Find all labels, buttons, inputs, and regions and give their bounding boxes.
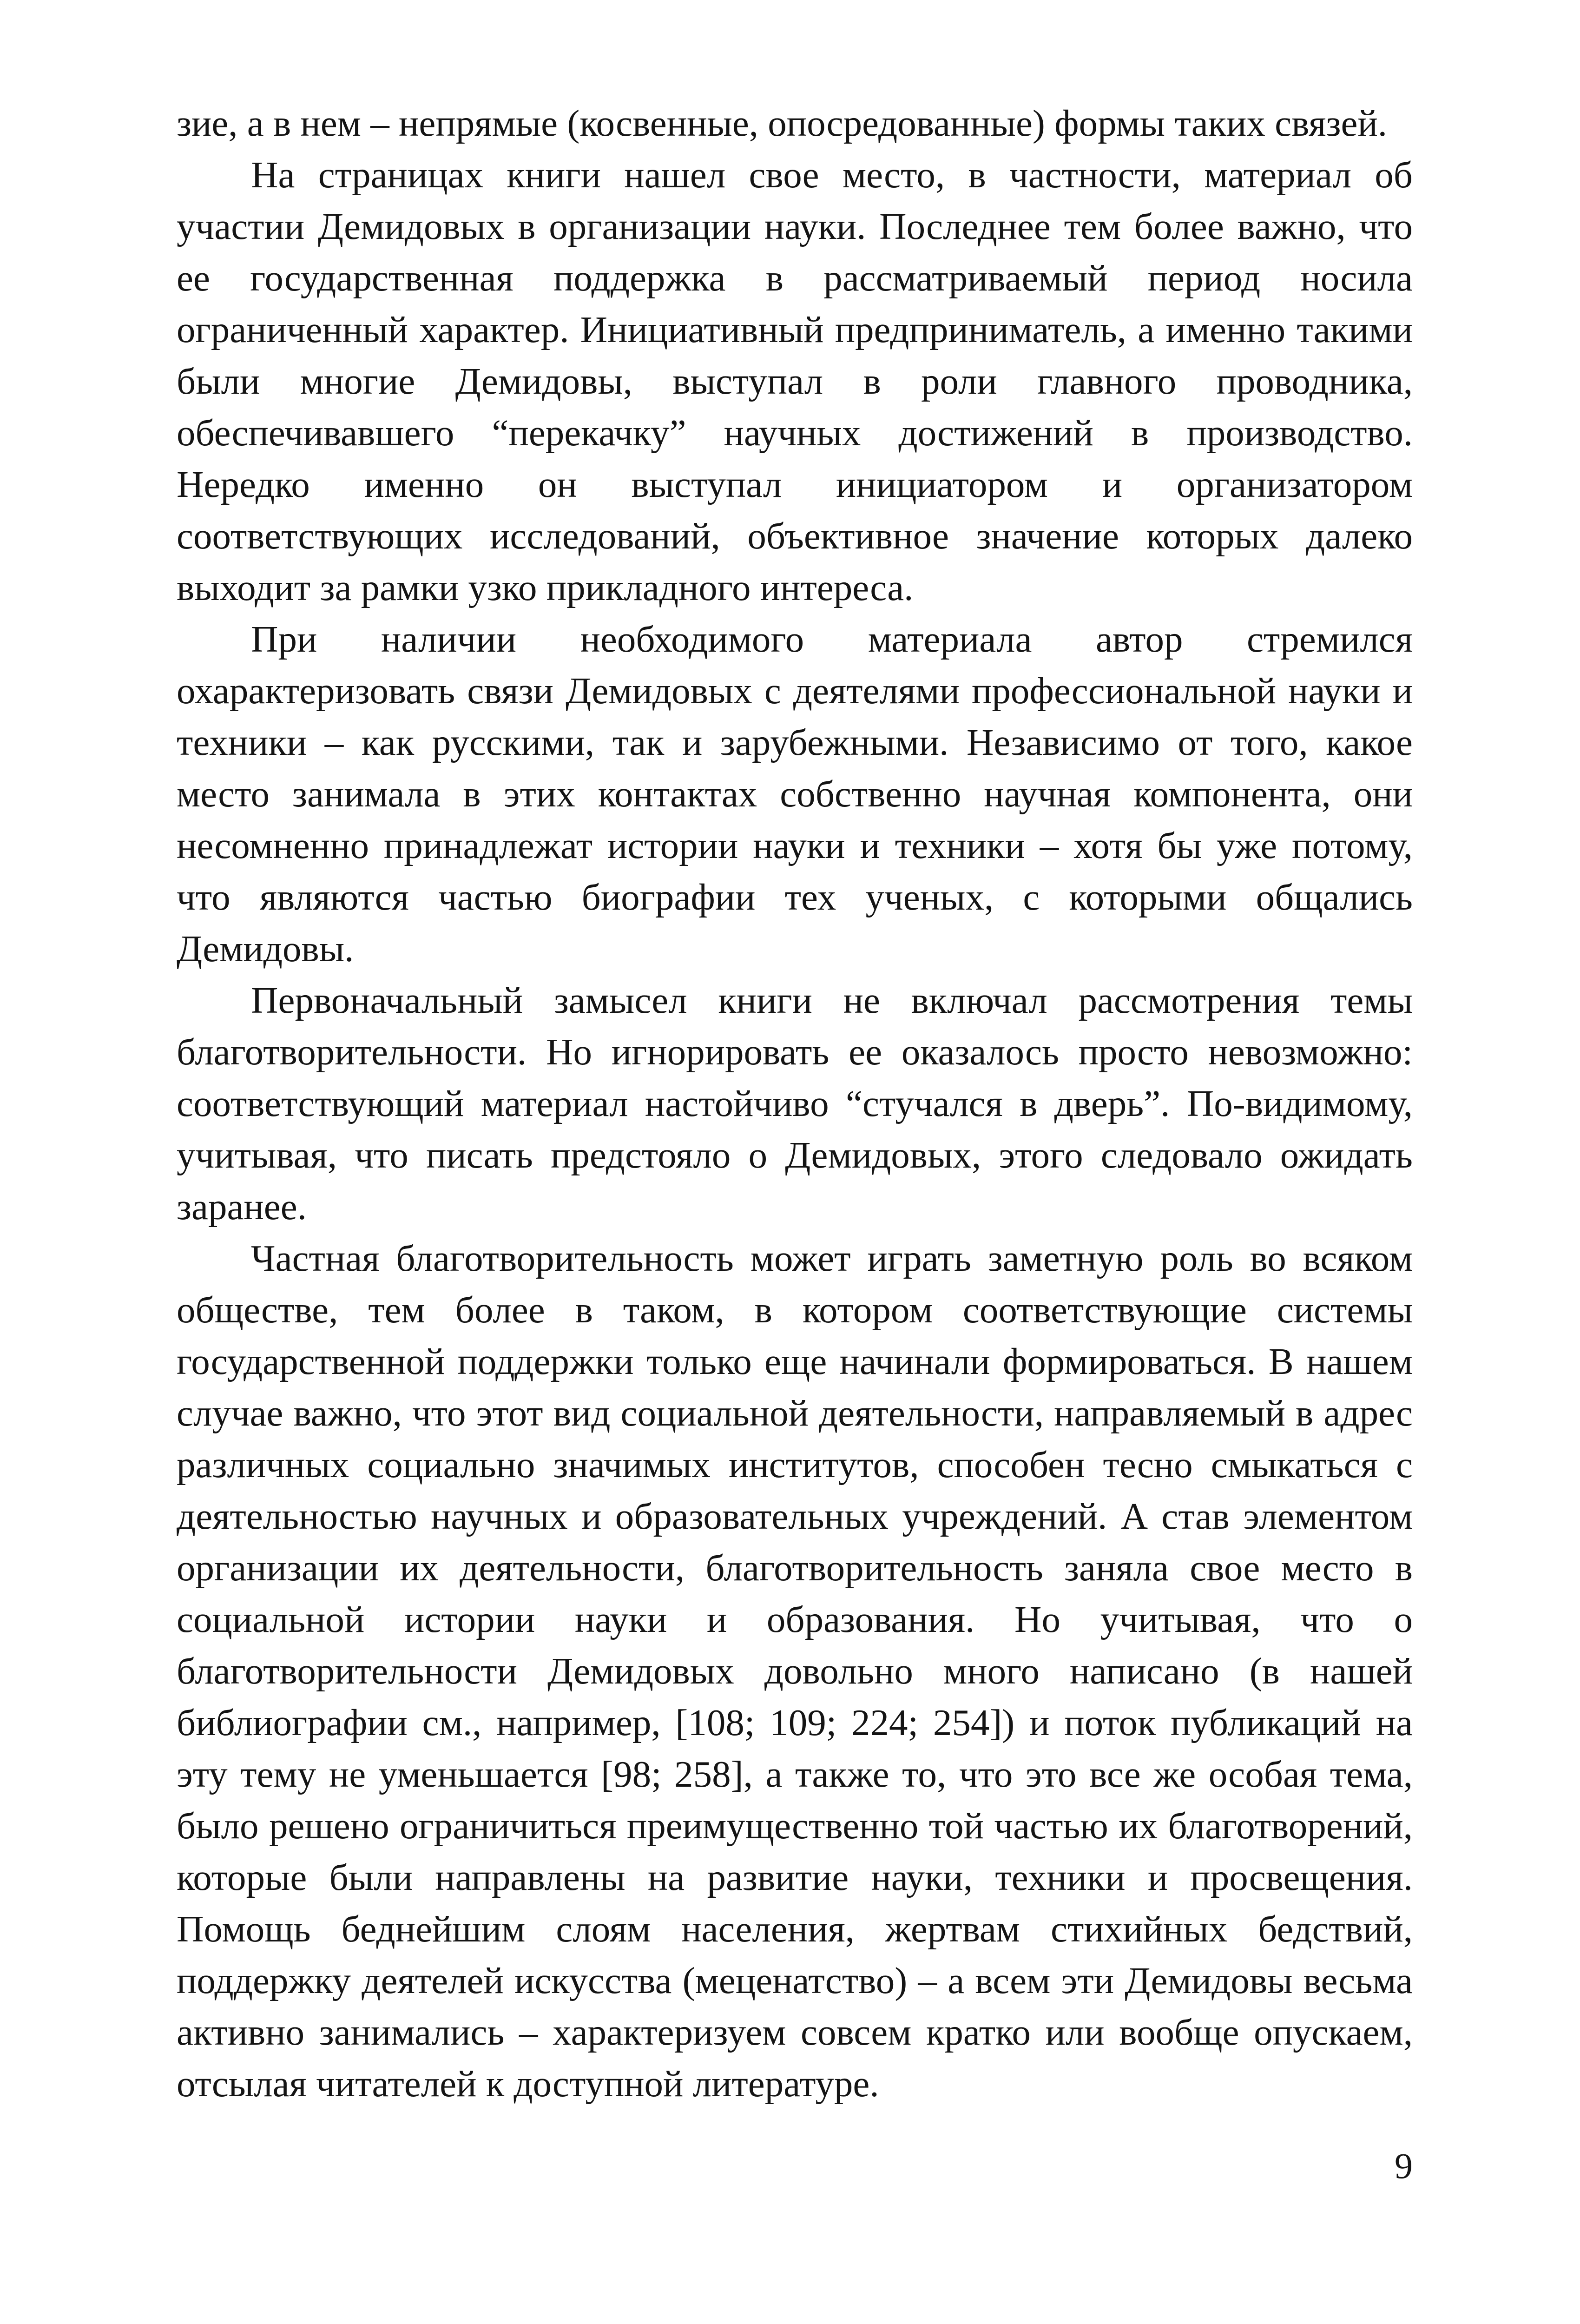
- paragraph-private-charity: Частная благотворительность может играть заметную роль во всяком обществе, тем более в таком, в котором соответствующие системы государственной поддержки только еще начинали формироваться. В нашем случае важно, что этот вид социальной деятельности, направляемый в адрес различных социально значимых институтов, способен тесно смыкаться с деятельностью научных и образовательных учреждений. А став элементом организации их деятельности, благотворительность заняла свое место в социальной истории науки и образования. Но учитывая, что о благотворительности Демидовых довольно много написано (в нашей библиографии см., например, [108; 109; 224; 254]) и поток публикаций на эту тему не уменьшается [98; 258], а также то, что это все же особая тема, было решено ограничиться преимущественно той частью их благотворений, которые были направлены на развитие науки, техники и просвещения. Помощь беднейшим слоям населения, жертвам стихийных бедствий, поддержку деятелей искусства (меценатство) – а всем эти Демидовы весьма активно занимались – характеризуем совсем кратко или вообще опускаем, отсылая читателей к доступной литературе.: [177, 1237, 1413, 2105]
- paragraph-continuation: зие, а в нем – непрямые (косвенные, опосредованные) формы таких связей.: [177, 102, 1388, 144]
- page-number: 9: [1395, 2146, 1413, 2186]
- paragraph-science-organization: На страницах книги нашел свое место, в частности, материал об участии Демидовых в организации науки. Последнее тем более важно, что ее государственная поддержка в рассматриваемый период носила ограниченный характер. Инициативный предприниматель, а именно такими были многие Демидовы, выступал в роли главного проводника, обеспечивавшего “перекачку” научных достижений в производство. Нередко именно он выступал инициатором и организатором соответствующих исследований, объективное значение которых далеко выходит за рамки узко прикладного интереса.: [177, 154, 1413, 608]
- paragraph-charity-theme: Первоначальный замысел книги не включал рассмотрения темы благотворительности. Но игнорировать ее оказалось просто невозможно: соответствующий материал настойчиво “стучался в дверь”. По-видимому, учитывая, что писать предстояло о Демидовых, этого следовало ожидать заранее.: [177, 979, 1413, 1228]
- body-text: [177, 98, 1413, 2203]
- paragraph-professional-contacts: При наличии необходимого материала автор стремился охарактеризовать связи Демидовых с деятелями профессиональной науки и техники – как русскими, так и зарубежными. Независимо от того, какое место занимала в этих контактах собственно научная компонента, они несомненно принадлежат истории науки и техники – хотя бы уже потому, что являются частью биографии тех ученых, с которыми общались Демидовы.: [177, 618, 1413, 970]
